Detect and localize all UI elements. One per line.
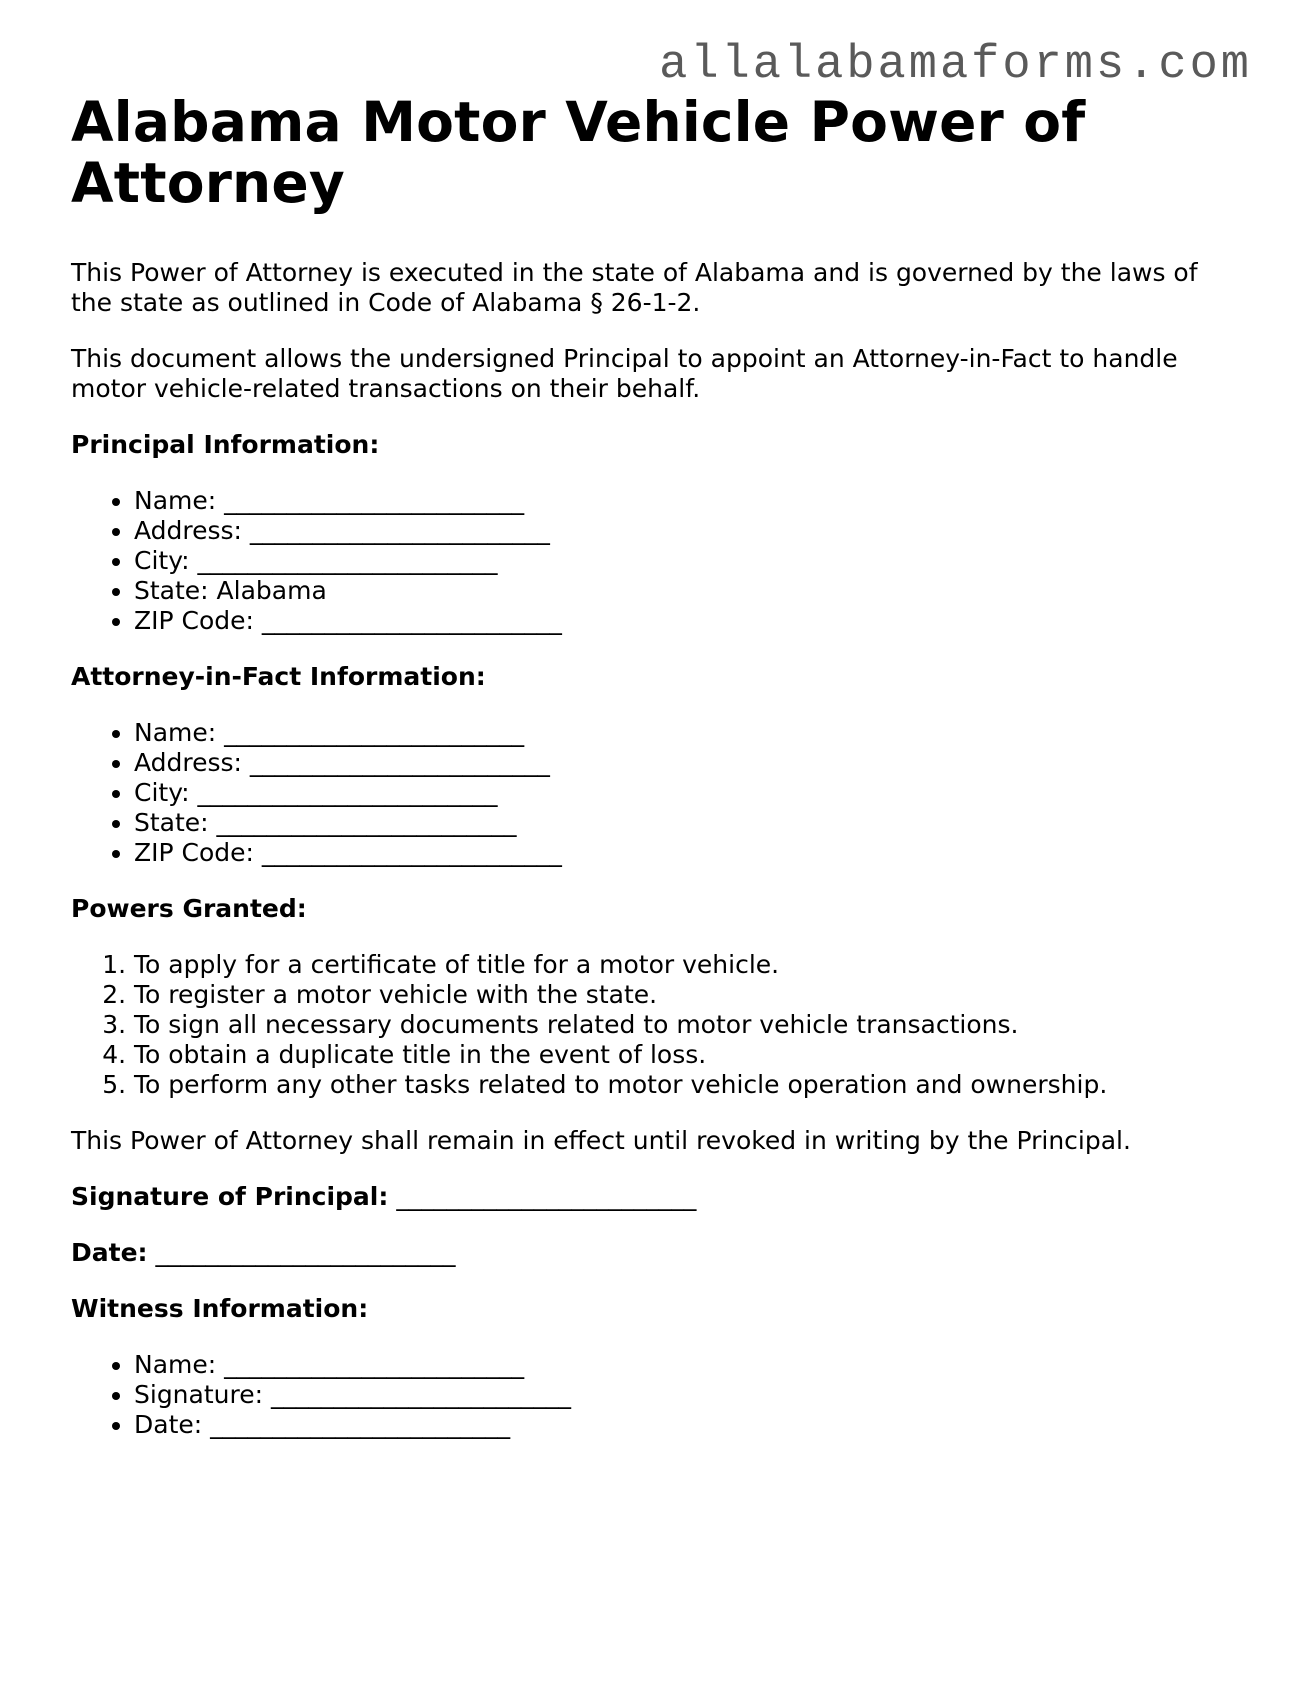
attorney-zip-field: • ZIP Code: ________________________ [134,838,1241,868]
attorney-city-field: • City: ________________________ [134,778,1241,808]
witness-info-heading: Witness Information: [71,1294,369,1323]
witness-date-field: • Date: ________________________ [134,1410,1241,1440]
attorney-info-list [71,718,1241,868]
signature-date-line [71,1238,1241,1268]
power-item: 2. To register a motor vehicle with the state. [134,980,1241,1010]
attorney-address-field: • Address: ________________________ [134,748,1241,778]
principal-info-heading: Principal Information: [71,430,380,459]
signature-date-blank: ________________________ [147,1238,456,1267]
powers-granted-heading: Powers Granted: [71,894,307,923]
principal-state-field: • State: Alabama [134,576,1241,606]
witness-info-list [71,1350,1241,1440]
principal-city-field: • City: ________________________ [134,546,1241,576]
signature-date-label: Date: [71,1238,148,1267]
revocation-clause: This Power of Attorney shall remain in effect until revoked in writing by the Principal. [71,1126,1131,1155]
attorney-state-field: • State: ________________________ [134,808,1241,838]
document-title: Alabama Motor Vehicle Power of Attorney [71,90,1086,215]
witness-signature-field: • Signature: ________________________ [134,1380,1241,1410]
intro-paragraph-purpose: This document allows the undersigned Principal to appoint an Attorney-in-Fact to handle motor vehicle-related transactions on their behalf. [71,344,1178,403]
site-watermark: allalabamaforms.com [659,39,1252,92]
principal-signature-blank: ________________________ [388,1182,697,1211]
principal-name-field: • Name: ________________________ [134,486,1241,516]
power-item: 3. To sign all necessary documents related to motor vehicle transactions. [134,1010,1241,1040]
power-item: 1. To apply for a certificate of title for a motor vehicle. [134,950,1241,980]
principal-signature-label: Signature of Principal: [71,1182,389,1211]
witness-name-field: • Name: ________________________ [134,1350,1241,1380]
attorney-name-field: • Name: ________________________ [134,718,1241,748]
principal-info-list [71,486,1241,636]
document-page [71,92,1241,1440]
attorney-info-heading: Attorney-in-Fact Information: [71,662,486,691]
intro-paragraph-governing-law: This Power of Attorney is executed in the state of Alabama and is governed by the laws of the state as outlined in Code of Alabama § 26-1-2. [71,258,1198,317]
principal-signature-line [71,1182,1241,1212]
principal-address-field: • Address: ________________________ [134,516,1241,546]
powers-granted-list [71,950,1241,1100]
principal-zip-field: • ZIP Code: ________________________ [134,606,1241,636]
power-item: 5. To perform any other tasks related to motor vehicle operation and ownership. [134,1070,1241,1100]
power-item: 4. To obtain a duplicate title in the event of loss. [134,1040,1241,1070]
